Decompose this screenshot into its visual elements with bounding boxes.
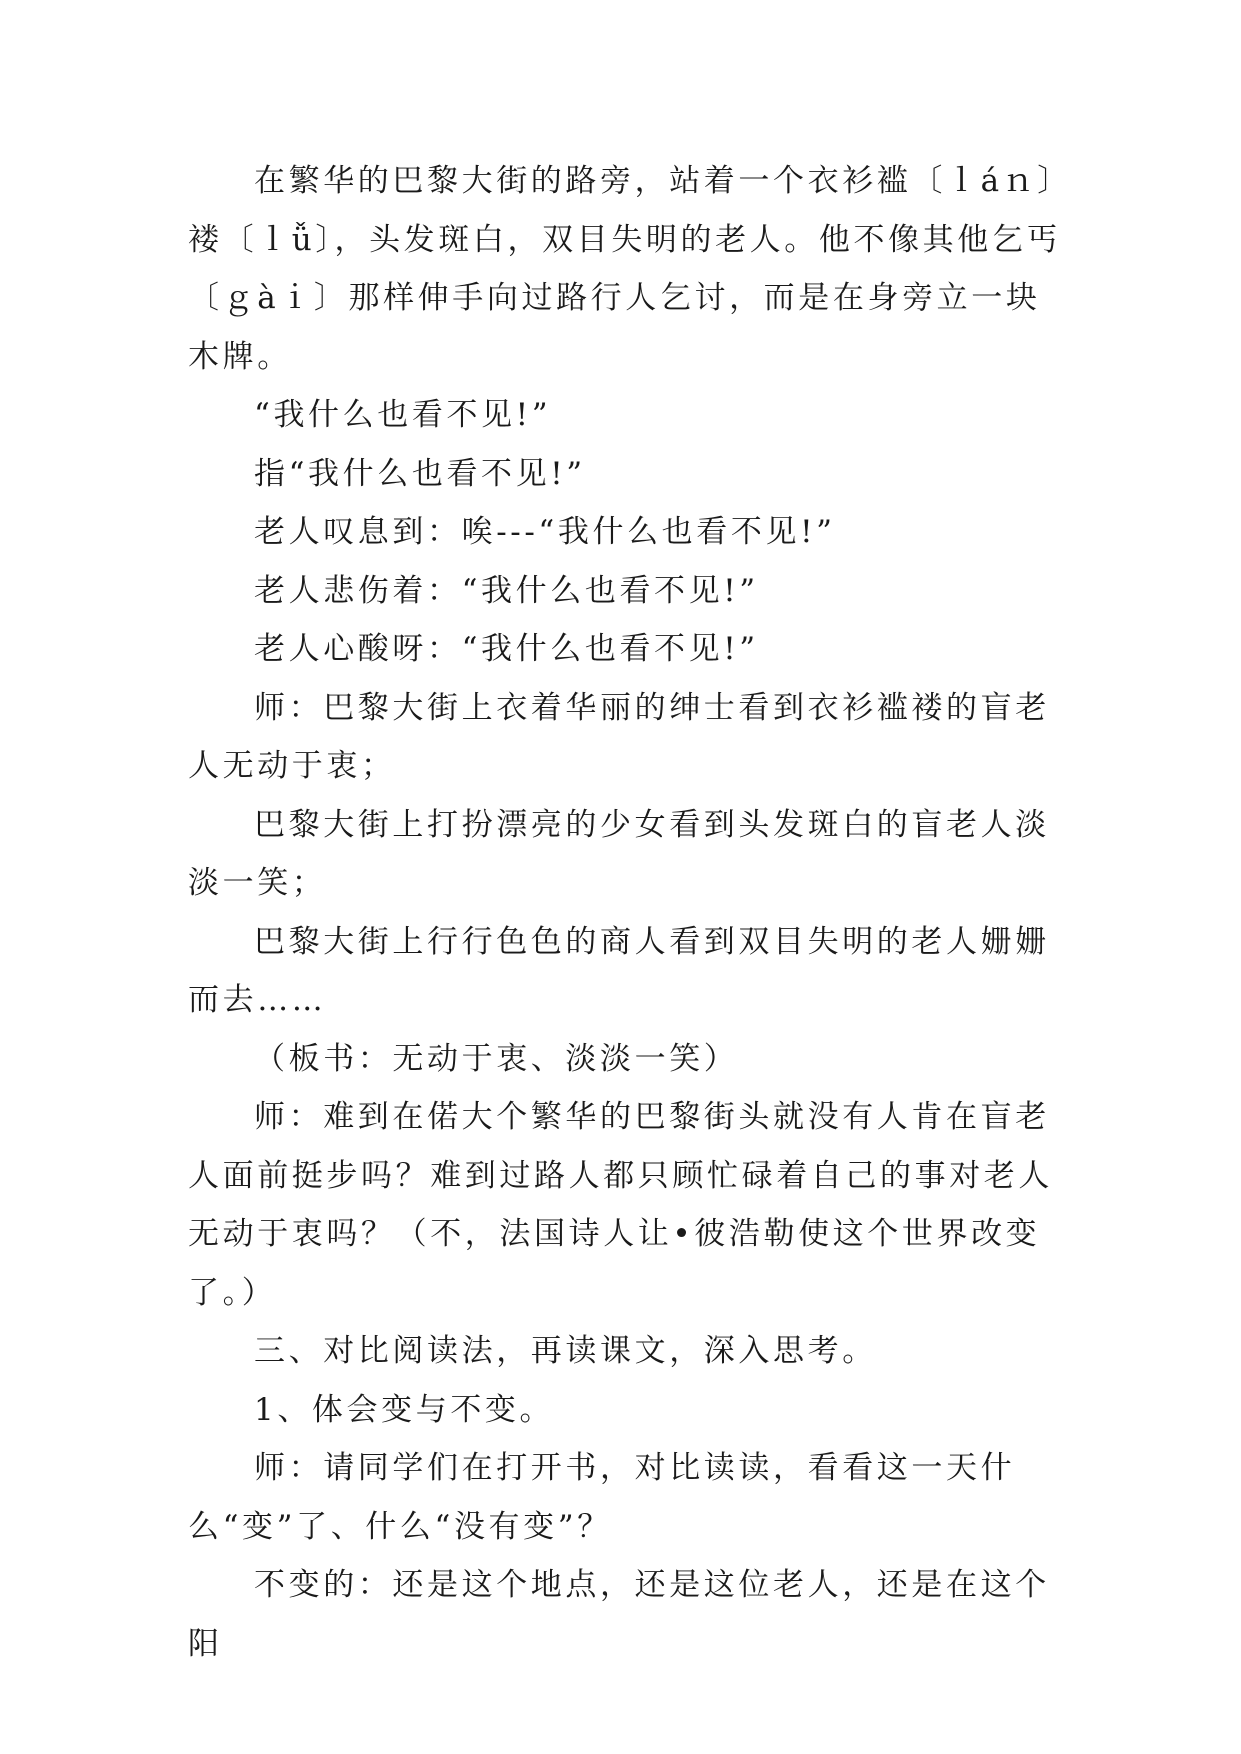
paragraph-blackboard: （板书：无动于衷、淡淡一笑） [254, 1040, 739, 1077]
paragraph-sad: 老人悲伤着：“我什么也看不见!” [254, 572, 759, 609]
paragraph-intro: 在繁华的巴黎大街的路旁，站着一个衣衫褴〔ｌáｎ〕褛〔ｌǚ〕，头发斑白，双目失明的老人。他不像其他乞丐〔ｇàｉ〕那样伸手向过路行人乞讨，而是在身旁立一块木牌。 [188, 163, 1062, 375]
paragraph-unchanged: 不变的：还是这个地点，还是这位老人，还是在这个阳 [188, 1567, 1050, 1662]
paragraph-question: 师：难到在偌大个繁华的巴黎街头就没有人肯在盲老人面前挺步吗？难到过路人都只顾忙碌着自己的事对老人无动于衷吗？（不，法国诗人让•彼浩勒使这个世界改变了。） [188, 1099, 1053, 1311]
paragraph-girl: 巴黎大街上打扮漂亮的少女看到头发斑白的盲老人淡淡一笑； [188, 806, 1050, 901]
paragraph-gentleman: 师：巴黎大街上衣着华丽的绅士看到衣衫褴褛的盲老人无动于衷； [188, 689, 1050, 784]
subheading-1: 1、体会变与不变。 [254, 1391, 555, 1428]
section-heading-3: 三、对比阅读法，再读课文，深入思考。 [254, 1333, 877, 1369]
paragraph-merchant: 巴黎大街上行行色色的商人看到双目失明的老人姗姗而去…… [188, 923, 1050, 1018]
paragraph-sigh: 老人叹息到：唉---“我什么也看不见!” [254, 514, 836, 550]
paragraph-sorrow: 老人心酸呀：“我什么也看不见!” [254, 631, 759, 667]
document-body [188, 152, 1068, 1673]
paragraph-sign-text: “我什么也看不见!” [254, 397, 552, 433]
paragraph-pointing: 指“我什么也看不见!” [254, 455, 586, 492]
paragraph-compare: 师：请同学们在打开书，对比读读，看看这一天什么“变”了、什么“没有变”？ [188, 1450, 1016, 1545]
